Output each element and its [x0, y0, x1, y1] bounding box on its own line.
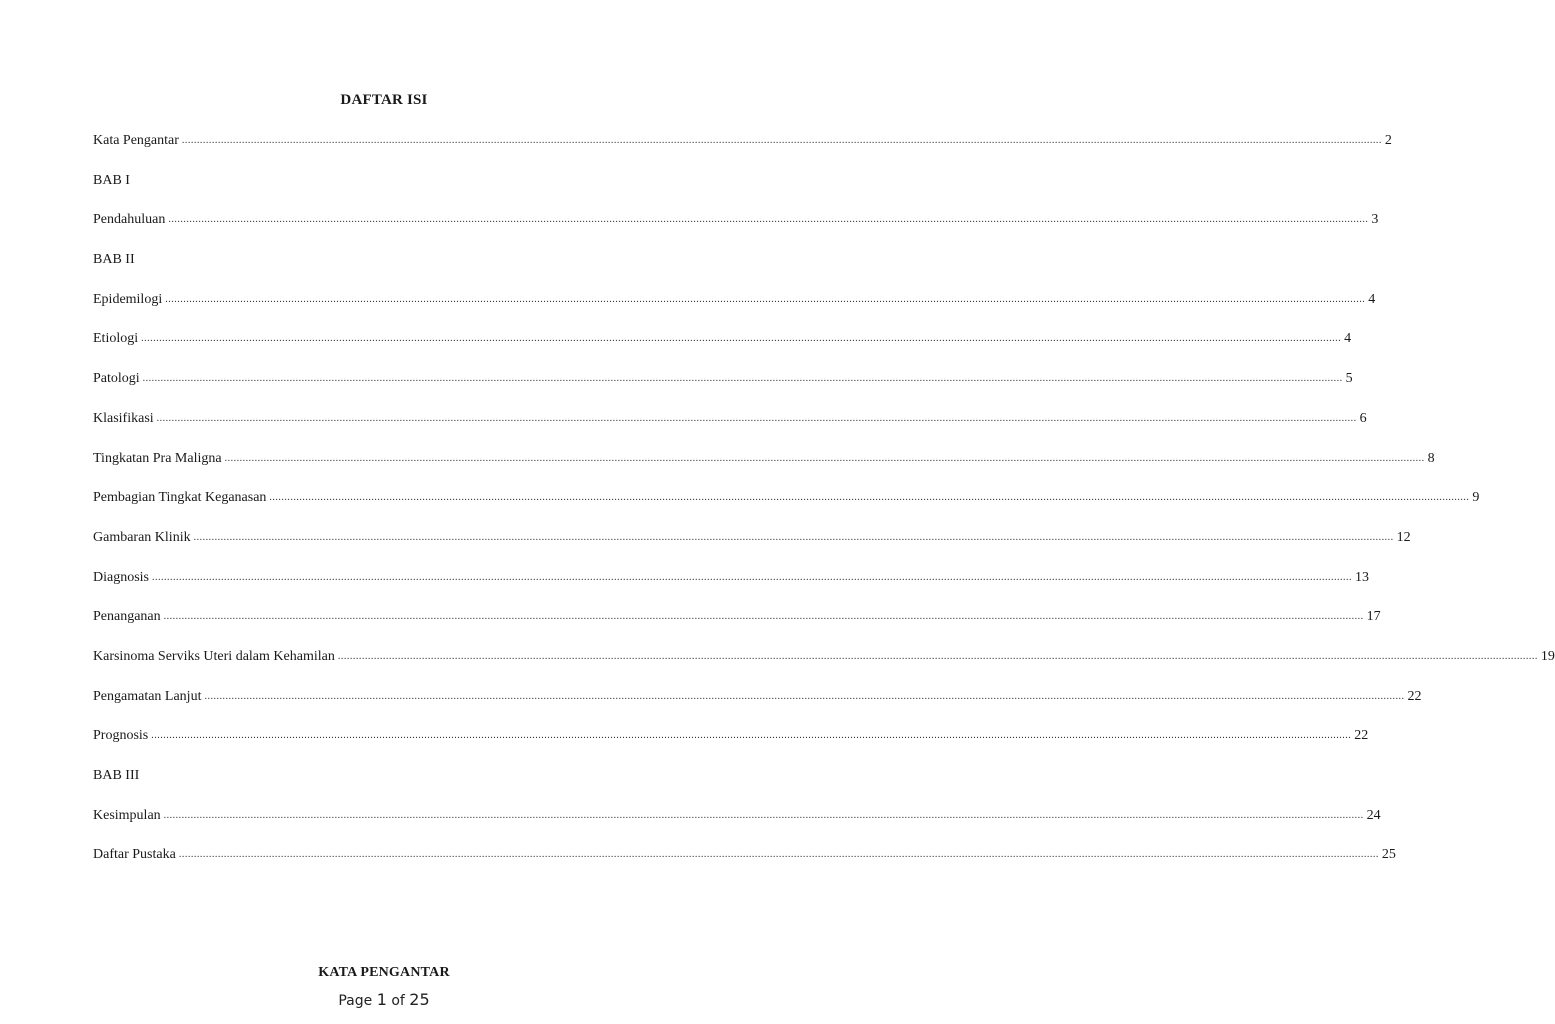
- toc-entry-label: Daftar Pustaka: [93, 847, 176, 863]
- toc-entry[interactable]: [93, 130, 1392, 170]
- toc-entry-page-number: 4: [1344, 331, 1352, 347]
- toc-entry[interactable]: [93, 765, 673, 805]
- toc-entry-page-number: 5: [1345, 371, 1353, 387]
- toc-entry-page-number: 6: [1359, 410, 1367, 426]
- toc-entry-page-number: 12: [1396, 529, 1411, 545]
- toc-leader-dots: ................................................................................................................................................................................................................................................................................................................................................................................................................: [142, 373, 1343, 385]
- toc-entry[interactable]: [93, 527, 1411, 567]
- toc-leader-dots: ................................................................................................................................................................................................................................................................................................................................................................................................................: [165, 293, 1366, 305]
- toc-entry-label: Kata Pengantar: [93, 133, 179, 148]
- toc-entry[interactable]: [93, 249, 673, 289]
- toc-entry-page-number: 2: [1384, 133, 1392, 148]
- toc-entry[interactable]: [93, 487, 1480, 527]
- page-indicator: [0, 990, 768, 1009]
- toc-entry[interactable]: [93, 170, 673, 210]
- toc-entry-page-number: 22: [1407, 688, 1422, 704]
- toc-leader-dots: ................................................................................................................................................................................................................................................................................................................................................................................................................: [141, 333, 1342, 345]
- toc-entry[interactable]: [93, 368, 1353, 408]
- toc-leader-dots: ................................................................................................................................................................................................................................................................................................................................................................................................................: [269, 492, 1470, 504]
- page-title: DAFTAR ISI: [340, 92, 428, 108]
- toc-entry-page-number: 24: [1366, 807, 1381, 823]
- toc-entry-label: Epidemilogi: [93, 291, 163, 307]
- toc-entry-label: Prognosis: [93, 728, 149, 744]
- toc-leader-dots: ................................................................................................................................................................................................................................................................................................................................................................................................................: [151, 730, 1352, 742]
- toc-entry[interactable]: [93, 328, 1352, 368]
- toc-entry-page-number: 25: [1381, 847, 1396, 863]
- toc-leader-dots: ................................................................................................................................................................................................................................................................................................................................................................................................................: [168, 214, 1369, 226]
- toc-entry-page-number: 22: [1354, 728, 1369, 744]
- toc-entry-label: Klasifikasi: [93, 410, 154, 426]
- toc-leader-dots: ................................................................................................................................................................................................................................................................................................................................................................................................................: [337, 650, 1538, 662]
- toc-entry[interactable]: [93, 606, 1381, 646]
- toc-entry[interactable]: [93, 686, 1422, 726]
- section-heading: KATA PENGANTAR: [318, 965, 450, 980]
- toc-entry-label: Pengamatan Lanjut: [93, 688, 202, 704]
- toc-entry[interactable]: [93, 408, 1367, 448]
- toc-entry-page-number: 4: [1368, 291, 1376, 307]
- toc-entry-label: Pembagian Tingkat Keganasan: [93, 490, 267, 506]
- toc-entry[interactable]: [93, 725, 1369, 765]
- current-page-number: 1: [376, 990, 387, 1009]
- toc-entry[interactable]: [93, 805, 1381, 845]
- toc-leader-dots: ................................................................................................................................................................................................................................................................................................................................................................................................................: [178, 849, 1379, 861]
- toc-leader-dots: ................................................................................................................................................................................................................................................................................................................................................................................................................: [156, 412, 1357, 424]
- of-label: of: [391, 993, 405, 1009]
- toc-entry-label: BAB III: [93, 768, 140, 783]
- toc-leader-dots: ................................................................................................................................................................................................................................................................................................................................................................................................................: [224, 452, 1425, 464]
- total-pages-number: 25: [409, 990, 430, 1009]
- toc-entry[interactable]: [93, 209, 1379, 249]
- toc-entry-page-number: 9: [1472, 490, 1480, 506]
- toc-entry[interactable]: [93, 567, 1369, 607]
- toc-entry[interactable]: [93, 448, 1435, 488]
- toc-leader-dots: ................................................................................................................................................................................................................................................................................................................................................................................................................: [193, 531, 1394, 543]
- toc-entry-label: Kesimpulan: [93, 807, 161, 823]
- toc-entry-label: Karsinoma Serviks Uteri dalam Kehamilan: [93, 648, 335, 664]
- toc-leader-dots: ................................................................................................................................................................................................................................................................................................................................................................................................................: [152, 571, 1352, 583]
- toc-entry-label: Tingkatan Pra Maligna: [93, 450, 222, 466]
- toc-entry-label: BAB II: [93, 252, 135, 268]
- toc-entry-label: Patologi: [93, 371, 140, 387]
- toc-leader-dots: ................................................................................................................................................................................................................................................................................................................................................................................................................: [181, 135, 1382, 146]
- toc-entry-page-number: 19: [1540, 648, 1555, 664]
- toc-leader-dots: ................................................................................................................................................................................................................................................................................................................................................................................................................: [163, 611, 1364, 623]
- toc-entry[interactable]: [93, 844, 1396, 884]
- toc-entry-page-number: 13: [1355, 569, 1369, 585]
- toc-leader-dots: ................................................................................................................................................................................................................................................................................................................................................................................................................: [204, 690, 1405, 702]
- toc-entry-page-number: 8: [1427, 450, 1435, 466]
- toc-entry[interactable]: [93, 289, 1376, 329]
- table-of-contents: [93, 130, 1555, 884]
- toc-entry-label: BAB I: [93, 172, 130, 188]
- toc-entry-page-number: 17: [1366, 609, 1381, 625]
- toc-entry-label: Diagnosis: [93, 569, 149, 585]
- toc-entry[interactable]: [93, 646, 1555, 686]
- toc-entry-label: Gambaran Klinik: [93, 529, 191, 545]
- page-label: Page: [338, 993, 373, 1009]
- toc-leader-dots: ................................................................................................................................................................................................................................................................................................................................................................................................................: [163, 809, 1364, 821]
- toc-entry-label: Etiologi: [93, 331, 139, 347]
- toc-entry-label: Penanganan: [93, 609, 161, 625]
- toc-entry-label: Pendahuluan: [93, 212, 166, 228]
- toc-entry-page-number: 3: [1371, 212, 1379, 228]
